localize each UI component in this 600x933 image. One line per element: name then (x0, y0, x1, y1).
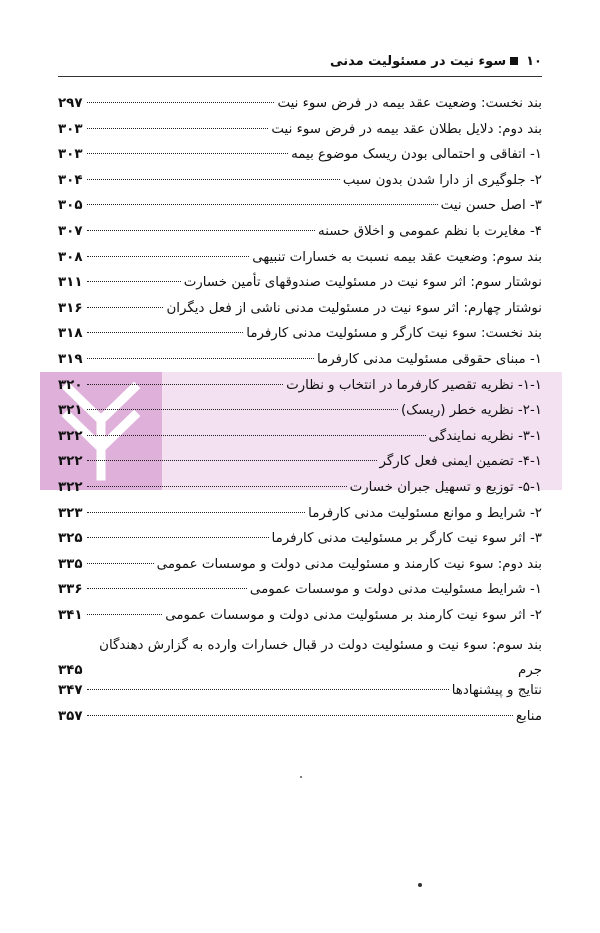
leader-dots (87, 384, 283, 385)
leader-dots (87, 230, 315, 231)
leader-dots (87, 256, 249, 257)
toc-entry-page: ۳۴۵ (58, 663, 83, 679)
toc-entry[interactable] (58, 173, 542, 199)
toc-entry-page: ۳۲۰ (58, 377, 83, 393)
toc-entry-title: ۴-۱- تضمین ایمنی فعل کارگر (379, 454, 542, 470)
toc-entry-title: نوشتار چهارم: اثر سوء نیت در مسئولیت مدنی ناشی از فعل دیگران (166, 300, 542, 316)
toc-entry-title: ۳- اثر سوء نیت کارگر بر مسئولیت مدنی کارفرما (271, 531, 542, 547)
leader-dots (87, 102, 274, 103)
toc-entry-page: ۳۴۱ (58, 607, 83, 623)
toc-entry[interactable] (58, 122, 542, 148)
leader-dots (87, 307, 163, 308)
running-header (58, 50, 542, 72)
toc-entry-page: ۳۱۶ (58, 300, 83, 316)
leader-dots (87, 512, 305, 513)
toc-entry-page: ۳۰۴ (58, 172, 83, 188)
toc-entry[interactable] (58, 301, 542, 327)
toc-entry[interactable] (58, 224, 542, 250)
toc-entry-title: ۲- شرایط و موانع مسئولیت مدنی کارفرما (308, 505, 542, 521)
toc-entry-title: نتایج و پیشنهادها (451, 683, 542, 699)
toc-entry-title: بند سوم: وضعیت عقد بیمه نسبت به خسارات تنبیهی (252, 249, 542, 265)
toc-entry-page: ۳۰۷ (58, 223, 83, 239)
toc-entry-page: ۳۴۷ (58, 683, 83, 699)
toc-entry[interactable] (58, 582, 542, 608)
page-number: ۱۰ (526, 53, 542, 69)
toc-entry-page: ۳۲۵ (58, 531, 83, 547)
toc-entry-title: ۲- جلوگیری از دارا شدن بدون سبب (342, 172, 542, 188)
square-bullet-icon (510, 57, 518, 65)
toc-entry-page: ۳۱۸ (58, 326, 83, 342)
toc-entry-title: بند دوم: سوء نیت کارمند و مسئولیت مدنی دولت و موسسات عمومی (156, 556, 542, 572)
toc-entry-title: ۱-۱- نظریه تقصیر کارفرما در انتخاب و نظارت (286, 377, 542, 393)
toc-entry[interactable] (58, 96, 542, 122)
toc-entry[interactable] (58, 275, 542, 301)
toc-entry-page: ۳۲۳ (58, 505, 83, 521)
toc-entry-page: ۳۰۵ (58, 198, 83, 214)
toc-entry-title: نوشتار سوم: اثر سوء نیت در مسئولیت صندوقهای تأمین خسارت (183, 275, 542, 291)
toc-entry-title: منابع (515, 709, 542, 725)
toc-entry[interactable] (58, 378, 542, 404)
leader-dots (87, 715, 513, 716)
toc-entry-title: ۴- مغایرت با نظم عمومی و اخلاق حسنه (318, 223, 542, 239)
toc-entry-title: ۳-۱- نظریه نمایندگی (428, 428, 542, 444)
toc-entry-title: بند نخست: سوء نیت کارگر و مسئولیت مدنی کارفرما (246, 326, 542, 342)
toc-entry[interactable] (58, 608, 542, 634)
header-divider (58, 76, 542, 77)
leader-dots (87, 537, 269, 538)
toc-entry[interactable] (58, 352, 542, 378)
toc-entry[interactable] (58, 198, 542, 224)
toc-entry-page: ۳۲۱ (58, 403, 83, 419)
toc-entry[interactable] (58, 506, 542, 532)
leader-dots (87, 563, 154, 564)
toc-entry-title: بند دوم: دلایل بطلان عقد بیمه در فرض سوء نیت (271, 121, 542, 137)
leader-dots (87, 460, 377, 461)
toc-entry-title: بند نخست: وضعیت عقد بیمه در فرض سوء نیت (277, 96, 542, 111)
toc-entry[interactable] (58, 633, 542, 683)
leader-dots (87, 409, 398, 410)
toc-entry[interactable] (58, 454, 542, 480)
toc-entry[interactable] (58, 683, 542, 709)
toc-entry-page: ۳۱۱ (58, 275, 83, 291)
toc-entry-page: ۳۳۵ (58, 556, 83, 572)
toc-entry-title: ۱- شرایط مسئولیت مدنی دولت و موسسات عمومی (249, 582, 542, 598)
toc-entry-title: بند سوم: سوء نیت و مسئولیت دولت در قبال خسارات وارده به گزارش دهندگان جرم (99, 638, 542, 679)
toc-entry[interactable] (58, 557, 542, 583)
toc-entry-title: ۲-۱- نظریه خطر (ریسک) (400, 403, 542, 419)
book-title: سوء نیت در مسئولیت مدنی (330, 53, 507, 69)
toc-entry-page: ۲۹۷ (58, 96, 83, 111)
toc-entry-page: ۳۲۲ (58, 454, 83, 470)
toc-entry[interactable] (58, 403, 542, 429)
leader-dots (87, 435, 426, 436)
toc-entry[interactable] (58, 531, 542, 557)
toc-entry[interactable] (58, 480, 542, 506)
leader-dots (87, 332, 243, 333)
leader-dots (87, 281, 181, 282)
speck-mark (418, 883, 422, 887)
table-of-contents (58, 96, 542, 735)
leader-dots (87, 179, 340, 180)
toc-entry-title: ۳- اصل حسن نیت (440, 198, 542, 214)
toc-entry-title: ۱- اتفاقی و احتمالی بودن ریسک موضوع بیمه (291, 147, 542, 163)
toc-entry-page: ۳۲۲ (58, 428, 83, 444)
speck-mark (300, 776, 302, 778)
toc-entry-page: ۳۳۶ (58, 582, 83, 598)
toc-entry-page: ۳۵۷ (58, 709, 83, 725)
toc-entry[interactable] (58, 147, 542, 173)
toc-entry-title: ۲- اثر سوء نیت کارمند بر مسئولیت مدنی دولت و موسسات عمومی (165, 607, 542, 623)
leader-dots (87, 486, 347, 487)
toc-entry[interactable] (58, 250, 542, 276)
leader-dots (87, 689, 449, 690)
leader-dots (87, 204, 438, 205)
leader-dots (87, 153, 288, 154)
toc-entry-page: ۳۱۹ (58, 351, 83, 367)
toc-entry-page: ۳۰۸ (58, 249, 83, 265)
leader-dots (87, 358, 314, 359)
toc-entry[interactable] (58, 429, 542, 455)
leader-dots (87, 588, 247, 589)
leader-dots (87, 614, 162, 615)
toc-entry-title: ۱- مبنای حقوقی مسئولیت مدنی کارفرما (316, 351, 542, 367)
toc-entry-title: ۵-۱- توزیع و تسهیل جبران خسارت (349, 479, 542, 495)
toc-entry-page: ۳۰۳ (58, 121, 83, 137)
toc-entry-page: ۳۲۲ (58, 479, 83, 495)
toc-entry[interactable] (58, 709, 542, 735)
toc-entry[interactable] (58, 326, 542, 352)
toc-entry-page: ۳۰۳ (58, 147, 83, 163)
leader-dots (87, 128, 268, 129)
